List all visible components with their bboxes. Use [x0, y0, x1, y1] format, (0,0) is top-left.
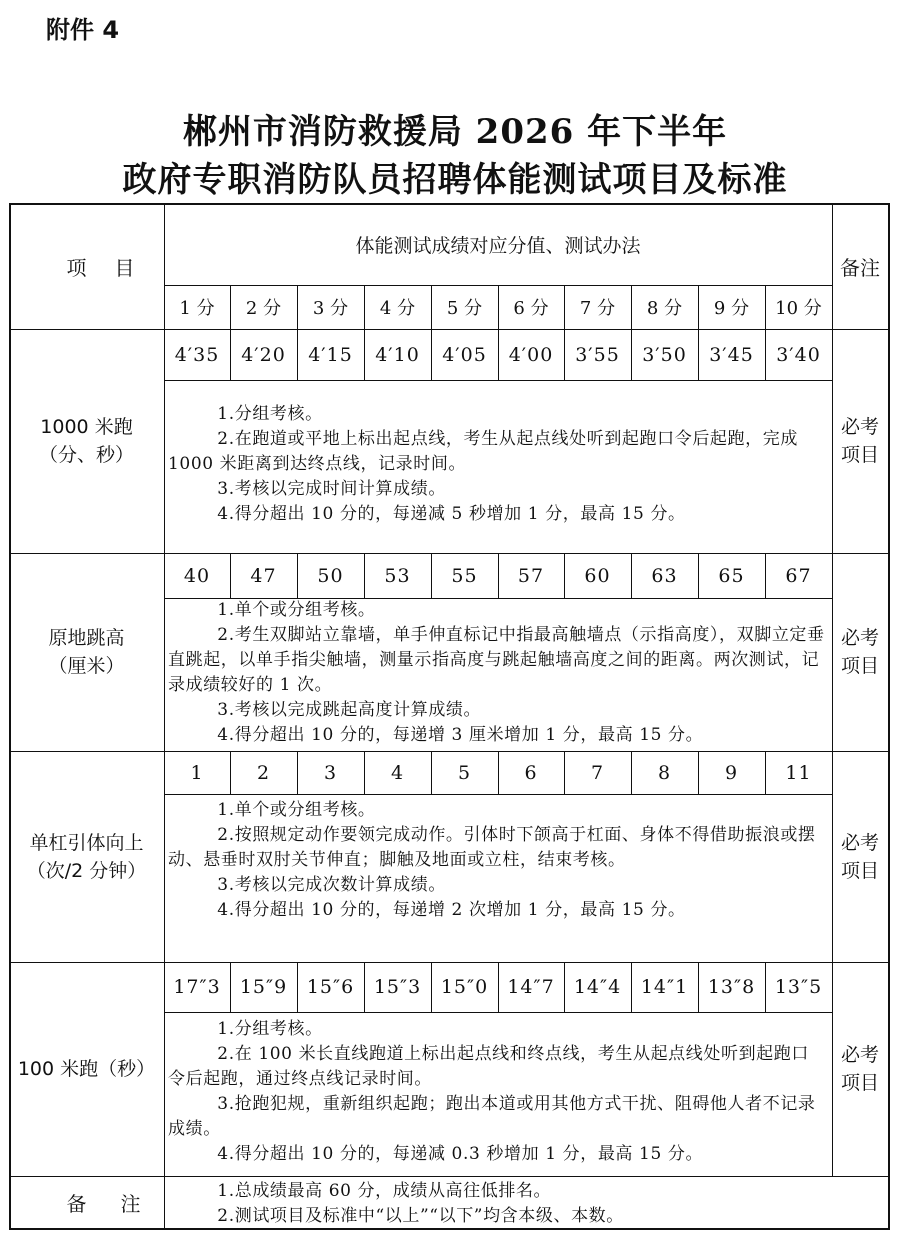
standard-value-cell: 14″1 — [640, 976, 689, 998]
value-column-divider — [297, 553, 298, 598]
value-row-rule — [164, 380, 832, 381]
value-column-divider — [698, 751, 699, 794]
header-item: 项目 — [66, 255, 163, 280]
value-column-divider — [364, 962, 365, 1012]
test-method-text — [168, 402, 826, 527]
test-method-rule: 3.抢跑犯规，重新组织起跑；跑出本道或用其他方式干扰、阻碍他人者不记录成绩。 — [168, 1094, 816, 1139]
score-header-cell: 3 分 — [312, 298, 349, 319]
standard-value-cell: 67 — [785, 564, 812, 587]
test-item-name-line1: 原地跳高 — [48, 627, 125, 649]
value-column-divider — [364, 329, 365, 380]
value-column-divider — [564, 553, 565, 598]
value-row-rule — [164, 794, 832, 795]
value-column-divider — [498, 751, 499, 794]
value-column-divider — [431, 329, 432, 380]
standard-value-cell: 7 — [590, 761, 605, 784]
standard-value-cell: 2 — [256, 761, 271, 784]
value-column-divider — [364, 751, 365, 794]
value-column-divider — [297, 751, 298, 794]
standard-value-cell: 50 — [317, 564, 344, 587]
value-column-divider — [431, 553, 432, 598]
footer-note-line: 1.总成绩最高 60 分，成绩从高往低排名。 — [217, 1181, 552, 1201]
standard-value-cell: 13″5 — [774, 976, 823, 998]
value-column-divider — [698, 962, 699, 1012]
standard-value-cell: 4′00 — [508, 343, 554, 366]
standard-value-cell: 6 — [524, 761, 538, 784]
value-column-divider — [564, 329, 565, 380]
required-note-line2: 项目 — [840, 1072, 879, 1094]
value-column-divider — [498, 962, 499, 1012]
standard-value-cell: 15″6 — [306, 976, 355, 998]
required-note-line2: 项目 — [840, 655, 879, 677]
required-note-line1: 必考 — [840, 627, 879, 649]
standard-value-cell: 4′15 — [308, 343, 353, 366]
test-item-name-line1: 单杠引体向上 — [29, 831, 144, 854]
test-method-text — [168, 1017, 826, 1167]
score-header-cell: 5 分 — [446, 298, 483, 319]
standard-value-cell: 47 — [250, 564, 277, 587]
score-header-cell: 2 分 — [245, 298, 282, 319]
test-method-rule: 2.在 100 米长直线跑道上标出起点线和终点线，考生从起点线处听到起跑口令后起跑，通过终点线记录时间。 — [168, 1044, 809, 1089]
standard-value-cell: 55 — [451, 564, 478, 587]
value-column-divider — [564, 962, 565, 1012]
test-method-rule: 2.按照规定动作要领完成动作。引体时下颌高于杠面、身体不得借助振浪或摆动、悬垂时双肘关节伸直；脚触及地面或立柱，结束考核。 — [168, 825, 816, 870]
test-item-name-line2: （分、秒） — [38, 444, 134, 466]
footer-notes — [168, 1179, 882, 1229]
value-column-divider — [230, 553, 231, 598]
score-column-divider — [364, 285, 365, 329]
standard-value-cell: 4′35 — [174, 343, 220, 366]
document-title-line-1: 郴州市消防救援局 2026 年下半年 — [182, 112, 728, 152]
required-note-line2: 项目 — [840, 444, 879, 466]
standard-value-cell: 3′45 — [709, 343, 754, 366]
standard-value-cell: 11 — [785, 761, 812, 784]
header-method: 体能测试成绩对应分值、测试办法 — [355, 234, 641, 257]
score-header-cell: 10 分 — [775, 298, 822, 319]
test-method-rule: 3.考核以完成时间计算成绩。 — [217, 479, 446, 499]
score-header-cell: 9 分 — [713, 298, 750, 319]
score-header-cell: 6 分 — [513, 298, 549, 319]
value-column-divider — [230, 962, 231, 1012]
standard-value-cell: 13″8 — [707, 976, 756, 998]
value-column-divider — [498, 553, 499, 598]
score-column-divider — [230, 285, 231, 329]
score-column-divider — [765, 285, 766, 329]
score-header-cell: 1 分 — [179, 298, 215, 319]
standard-value-cell: 60 — [584, 564, 611, 587]
required-note-line1: 必考 — [840, 416, 879, 438]
standard-value-cell: 1 — [190, 761, 204, 784]
value-column-divider — [297, 329, 298, 380]
test-item-name-line2: （次/2 分钟） — [26, 859, 147, 882]
value-column-divider — [698, 553, 699, 598]
value-column-divider — [297, 962, 298, 1012]
standard-value-cell: 9 — [724, 761, 739, 784]
value-column-divider — [364, 553, 365, 598]
test-item-name — [9, 751, 164, 962]
standard-value-cell: 40 — [183, 564, 211, 587]
document-title-line-2: 政府专职消防队员招聘体能测试项目及标准 — [122, 160, 788, 200]
value-column-divider — [631, 751, 632, 794]
score-column-divider — [431, 285, 432, 329]
standard-value-cell: 4 — [390, 761, 405, 784]
standard-value-cell: 15″9 — [239, 976, 288, 998]
test-method-rule: 1.单个或分组考核。 — [217, 800, 376, 820]
standard-value-cell: 3 — [323, 761, 338, 784]
standard-value-cell: 63 — [651, 564, 678, 587]
value-column-divider — [631, 962, 632, 1012]
test-method-rule: 4.得分超出 10 分的，每递增 3 厘米增加 1 分，最高 15 分。 — [217, 725, 704, 745]
standard-value-cell: 4′10 — [375, 343, 420, 366]
test-item-name-line1: 1000 米跑 — [40, 416, 133, 438]
standard-value-cell: 8 — [657, 761, 672, 784]
header-note: 备注 — [840, 255, 880, 280]
value-column-divider — [698, 329, 699, 380]
standard-value-cell: 5 — [457, 761, 472, 784]
value-column-divider — [765, 962, 766, 1012]
required-note-line2: 项目 — [840, 859, 879, 882]
standard-value-cell: 4′05 — [442, 343, 487, 366]
standard-value-cell: 53 — [384, 564, 411, 587]
value-column-divider — [564, 751, 565, 794]
score-column-divider — [498, 285, 499, 329]
value-column-divider — [498, 329, 499, 380]
required-note-line1: 必考 — [840, 831, 879, 854]
test-method-rule: 2.在跑道或平地上标出起点线，考生从起点线处听到起跑口令后起跑，完成 1000 米距离到达终点线，记录时间。 — [168, 429, 798, 474]
test-method-rule: 4.得分超出 10 分的，每递减 5 秒增加 1 分，最高 15 分。 — [217, 504, 686, 524]
value-column-divider — [230, 329, 231, 380]
standard-value-cell: 17″3 — [173, 976, 221, 998]
test-item-name — [9, 329, 164, 553]
standard-value-cell: 3′40 — [776, 343, 821, 366]
score-column-divider — [631, 285, 632, 329]
value-column-divider — [765, 751, 766, 794]
test-method-rule: 1.单个或分组考核。 — [217, 600, 376, 620]
test-item-name-line2: （厘米） — [48, 655, 125, 677]
test-method-rule: 3.考核以完成跳起高度计算成绩。 — [217, 700, 482, 720]
footer-label: 备注 — [66, 1191, 175, 1216]
standard-value-cell: 15″3 — [373, 976, 422, 998]
table-border-right — [888, 203, 890, 1230]
test-method-text — [168, 798, 826, 923]
value-column-divider — [765, 553, 766, 598]
value-column-divider — [431, 962, 432, 1012]
test-item-name — [9, 553, 164, 751]
score-header-cell: 4 分 — [379, 298, 416, 319]
value-row-rule — [164, 1012, 832, 1013]
required-note — [832, 751, 888, 962]
value-column-divider — [631, 329, 632, 380]
test-method-text — [168, 598, 826, 748]
value-column-divider — [431, 751, 432, 794]
test-method-rule: 4.得分超出 10 分的，每递增 2 次增加 1 分，最高 15 分。 — [217, 900, 686, 920]
value-column-divider — [765, 329, 766, 380]
test-method-rule: 3.考核以完成次数计算成绩。 — [217, 875, 446, 895]
standard-value-cell: 14″4 — [573, 976, 622, 998]
footer-note-line: 2.测试项目及标准中“以上”“以下”均含本级、本数。 — [217, 1206, 624, 1226]
test-method-rule: 2.考生双脚站立靠墙，单手伸直标记中指最高触墙点（示指高度），双脚立定垂直跳起，以单手指尖触墙，测量示指高度与跳起触墙高度之间的距离。两次测试，记录成绩较好的 1 次。 — [168, 625, 825, 695]
standard-value-cell: 3′55 — [575, 343, 620, 366]
value-column-divider — [631, 553, 632, 598]
test-item-name — [9, 962, 164, 1176]
standard-value-cell: 57 — [517, 564, 545, 587]
standard-value-cell: 3′50 — [642, 343, 687, 366]
test-method-rule: 1.分组考核。 — [217, 404, 323, 424]
standard-value-cell: 15″0 — [440, 976, 489, 998]
test-item-name-line1: 100 米跑（秒） — [17, 1058, 156, 1080]
score-column-divider — [297, 285, 298, 329]
score-header-cell: 7 分 — [579, 298, 616, 319]
score-column-divider — [564, 285, 565, 329]
required-note — [832, 553, 888, 751]
required-note — [832, 962, 888, 1176]
standard-value-cell: 65 — [718, 564, 745, 587]
standard-value-cell: 14″7 — [507, 976, 555, 998]
standard-value-cell: 4′20 — [241, 343, 286, 366]
test-method-rule: 4.得分超出 10 分的，每递减 0.3 秒增加 1 分，最高 15 分。 — [217, 1144, 704, 1164]
test-method-rule: 1.分组考核。 — [217, 1019, 323, 1039]
score-column-divider — [698, 285, 699, 329]
score-header-cell: 8 分 — [646, 298, 683, 319]
value-column-divider — [230, 751, 231, 794]
required-note-line1: 必考 — [840, 1044, 879, 1066]
required-note — [832, 329, 888, 553]
attachment-label: 附件 4 — [46, 16, 120, 44]
